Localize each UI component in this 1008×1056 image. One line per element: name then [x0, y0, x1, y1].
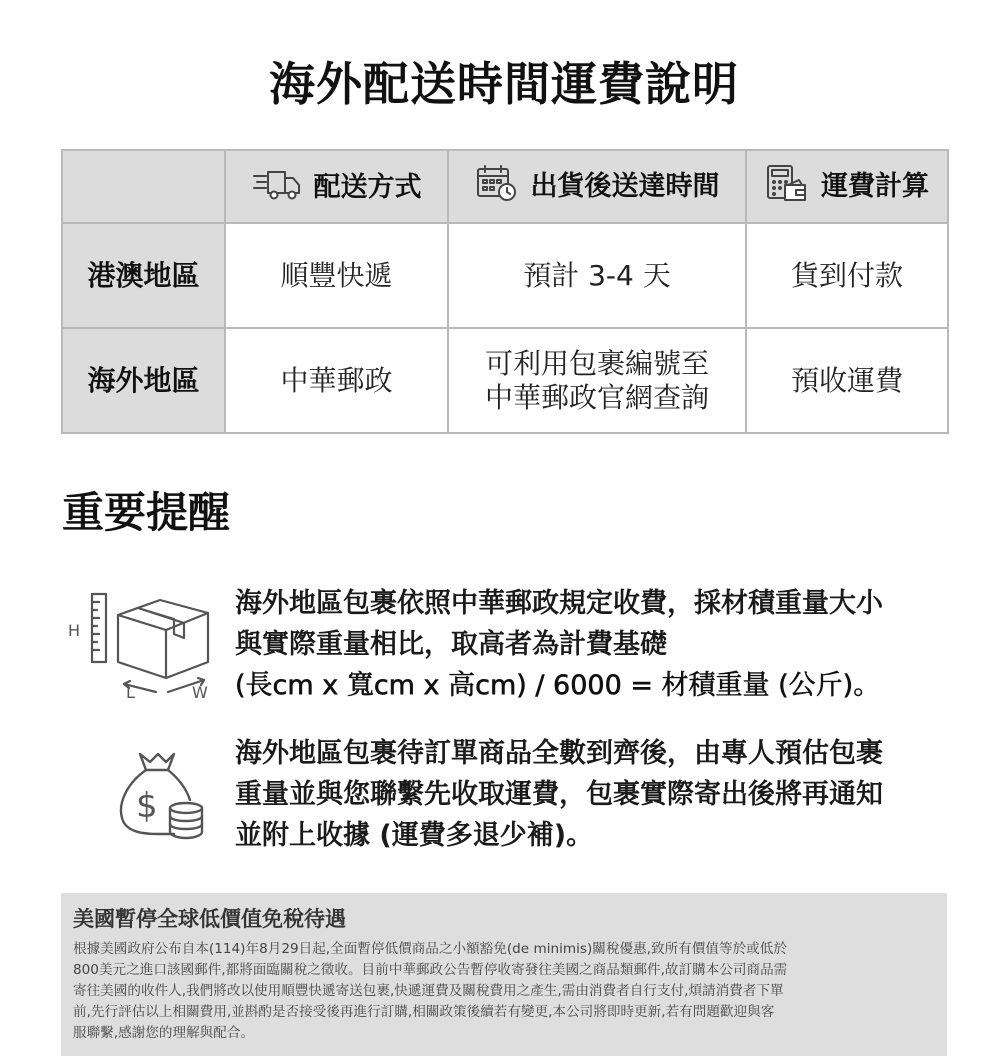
table-corner-cell: [62, 150, 225, 223]
shipping-table: [61, 149, 949, 434]
table-header-row: [62, 150, 948, 223]
reminder-item-prepaid: [235, 733, 955, 856]
money-bag-coins-icon: [112, 748, 212, 848]
reminder-line: 重量並與您聯繫先收取運費，包裹實際寄出後將再通知: [235, 779, 883, 810]
time-line: 中華郵政官網查詢: [484, 380, 709, 414]
reminder-line: 海外地區包裹待訂單商品全數到齊後，由專人預估包裹: [235, 738, 883, 769]
disclaimer-line: 800美元之進口該國郵件,都將面臨關稅之徵收。目前中華郵政公告暫停收寄發往美國之商品類郵件,故訂購本公司商品需: [73, 962, 788, 978]
region-cell: 港澳地區: [62, 223, 225, 328]
length-label: L: [126, 683, 135, 702]
time-cell: [448, 328, 746, 433]
fee-cell: 預收運費: [746, 328, 948, 433]
method-cell: 中華郵政: [225, 328, 448, 433]
region-cell: 海外地區: [62, 328, 225, 433]
time-line: 可利用包裹編號至: [484, 346, 709, 380]
reminder-line: (長cm x 寬cm x 高cm) / 6000 = 材積重量 (公斤)。: [235, 670, 881, 701]
disclaimer-body: [73, 939, 935, 1044]
header-delivery-method: [225, 150, 448, 223]
height-label: H: [68, 621, 81, 640]
time-line: 預計 3-4 天: [523, 258, 671, 292]
header-label: 配送方式: [313, 171, 422, 203]
reminder-item-volumetric: [235, 583, 955, 706]
time-cell: [448, 223, 746, 328]
disclaimer-line: 服聯繫,感謝您的理解與配合。: [73, 1025, 255, 1041]
reminder-line: 並附上收據 (運費多退少補)。: [235, 820, 594, 851]
reminder-line: 海外地區包裹依照中華郵政規定收費，採材積重量大小: [235, 588, 883, 619]
disclaimer-title: 美國暫停全球低價值免稅待遇: [73, 907, 346, 931]
width-label: W: [192, 683, 208, 702]
reminder-line: 與實際重量相比，取高者為計費基礎: [235, 629, 667, 660]
dollar-symbol: $: [136, 786, 158, 826]
delivery-truck-icon: [252, 167, 302, 201]
calculator-wallet-icon: [765, 163, 809, 203]
disclaimer-box: [61, 893, 947, 1056]
header-shipping-fee: [746, 150, 948, 223]
fee-cell: 貨到付款: [746, 223, 948, 328]
header-delivery-time: [448, 150, 746, 223]
disclaimer-line: 寄往美國的收件人,我們將改以使用順豐快遞寄送包裹,快遞運費及關稅費用之產生,需由消費者自行支付,煩請消費者下單: [73, 983, 784, 999]
disclaimer-line: 前,先行評估以上相關費用,並斟酌是否接受後再進行訂購,相關政策後續若有變更,本公司將即時更新,若有問題歡迎與客: [73, 1004, 775, 1020]
table-row: [62, 223, 948, 328]
table-row: [62, 328, 948, 433]
disclaimer-line: 根據美國政府公布自本(114)年8月29日起,全面暫停低價商品之小額豁免(de minimis)關稅優惠,致所有價值等於或低於: [73, 941, 787, 957]
calendar-clock-icon: [475, 163, 519, 203]
page-title: 海外配送時間運費說明: [269, 57, 739, 111]
method-cell: 順豐快遞: [225, 223, 448, 328]
package-dimensions-icon: [66, 588, 216, 712]
header-label: 運費計算: [821, 170, 929, 202]
reminders-title: 重要提醒: [62, 488, 231, 537]
header-label: 出貨後送達時間: [530, 170, 720, 202]
